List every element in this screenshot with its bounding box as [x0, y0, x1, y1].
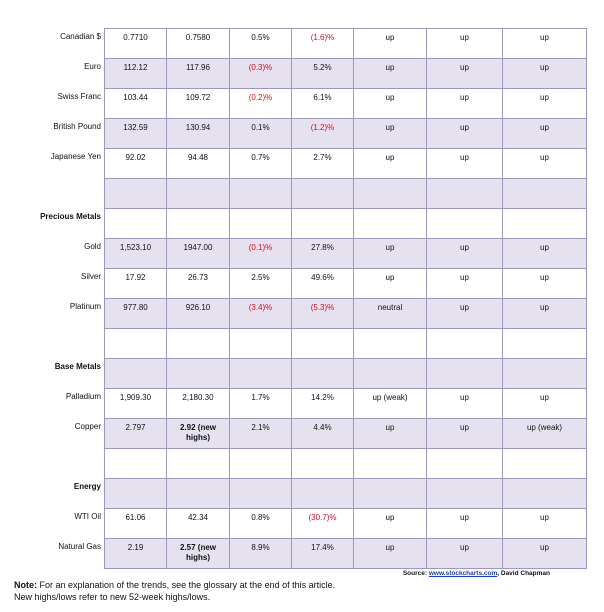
cell-value: 112.12 — [123, 63, 148, 72]
table-cell — [354, 539, 427, 569]
table-cell — [230, 89, 292, 119]
cell-value — [167, 179, 229, 183]
row-label: Gold — [84, 242, 101, 251]
cell-value: 2.797 — [125, 423, 146, 432]
table-cell — [167, 449, 230, 479]
table-cell — [167, 389, 230, 419]
table-cell — [167, 509, 230, 539]
table-cell — [292, 89, 354, 119]
row-label: WTI Oil — [74, 512, 101, 521]
footnote-line-1 — [14, 579, 335, 591]
cell-value: 94.48 — [187, 153, 209, 162]
cell-value: 1947.00 — [183, 243, 213, 252]
note-heading: Note: — [14, 580, 37, 590]
cell-value: up — [540, 123, 549, 132]
cell-value: 2.57 (new highs) — [179, 543, 216, 562]
cell-value — [503, 359, 586, 363]
table-cell — [105, 269, 167, 299]
cell-value — [105, 359, 166, 363]
table-cell — [503, 209, 587, 239]
table-cell — [105, 449, 167, 479]
table-cell — [427, 299, 503, 329]
cell-value: up — [385, 273, 395, 282]
cell-value: up — [540, 543, 549, 552]
cell-value: up — [385, 513, 395, 522]
cell-value: up — [540, 63, 549, 72]
cell-value: up — [385, 243, 395, 252]
cell-value: 4.4% — [313, 423, 332, 432]
table-cell — [105, 29, 167, 59]
table-cell — [230, 509, 292, 539]
table-cell — [167, 59, 230, 89]
cell-value — [167, 329, 229, 333]
cell-value — [292, 449, 353, 453]
cell-value: up — [460, 33, 469, 42]
cell-value — [354, 209, 426, 213]
table-cell — [503, 149, 587, 179]
table-cell — [167, 239, 230, 269]
cell-value: up — [385, 423, 395, 432]
cell-value — [230, 359, 291, 363]
table-cell — [230, 269, 292, 299]
table-cell — [503, 29, 587, 59]
source-prefix: Source: — [402, 570, 429, 577]
cell-value: up — [460, 123, 469, 132]
table-cell — [427, 179, 503, 209]
table-cell — [354, 359, 427, 389]
cell-value: 27.8% — [311, 243, 334, 252]
table-row — [105, 239, 587, 269]
table-cell — [105, 119, 167, 149]
table-cell — [167, 359, 230, 389]
table-cell — [427, 149, 503, 179]
table-cell — [427, 419, 503, 449]
cell-value — [427, 209, 502, 213]
cell-value — [503, 449, 586, 453]
cell-value: 1,523.10 — [119, 243, 152, 252]
table-cell — [427, 539, 503, 569]
table-cell — [354, 479, 427, 509]
table-cell — [354, 89, 427, 119]
cell-value: up — [540, 303, 549, 312]
cell-value — [230, 479, 291, 483]
cell-value — [292, 479, 353, 483]
cell-value: (3.4)% — [248, 303, 273, 312]
cell-value: 14.2% — [311, 393, 334, 402]
table-cell — [230, 299, 292, 329]
table-cell — [503, 449, 587, 479]
cell-value — [105, 479, 166, 483]
cell-value: 0.5% — [251, 33, 270, 42]
table-cell — [292, 119, 354, 149]
table-cell — [503, 389, 587, 419]
table-cell — [427, 89, 503, 119]
cell-value — [427, 179, 502, 183]
cell-value: 5.2% — [313, 63, 332, 72]
table-cell — [230, 359, 292, 389]
table-cell — [503, 539, 587, 569]
table-row — [105, 509, 587, 539]
table-cell — [167, 269, 230, 299]
cell-value — [105, 209, 166, 213]
cell-value — [230, 179, 291, 183]
table-cell — [354, 179, 427, 209]
cell-value — [427, 449, 502, 453]
table-row — [105, 29, 587, 59]
table-cell — [427, 29, 503, 59]
footnote-line-2: New highs/lows refer to new 52-week highs/lows. — [14, 592, 211, 602]
cell-value: up — [460, 303, 469, 312]
row-label: Euro — [84, 62, 101, 71]
table-cell — [354, 119, 427, 149]
table-cell — [230, 389, 292, 419]
table-cell — [230, 539, 292, 569]
table-cell — [292, 59, 354, 89]
table-cell — [230, 449, 292, 479]
cell-value: up — [385, 33, 395, 42]
table-cell — [292, 389, 354, 419]
cell-value: up — [460, 153, 469, 162]
cell-value: 8.9% — [251, 543, 270, 552]
table-cell — [230, 419, 292, 449]
cell-value — [427, 479, 502, 483]
cell-value — [503, 209, 586, 213]
row-label: Swiss Franc — [57, 92, 101, 101]
table-cell — [427, 59, 503, 89]
cell-value — [167, 209, 229, 213]
table-cell — [167, 419, 230, 449]
cell-value: up — [460, 93, 469, 102]
cell-value: up — [385, 93, 395, 102]
table-cell — [292, 209, 354, 239]
table-cell — [503, 89, 587, 119]
table-cell — [292, 269, 354, 299]
table-cell — [167, 179, 230, 209]
cell-value: up — [460, 273, 469, 282]
source-link[interactable]: www.stockcharts.com — [428, 570, 498, 577]
table-cell — [354, 239, 427, 269]
cell-value: up — [460, 243, 469, 252]
table-cell — [354, 329, 427, 359]
table-cell — [167, 539, 230, 569]
cell-value: 1,909.30 — [119, 393, 152, 402]
markets-table — [104, 28, 587, 569]
row-label: Canadian $ — [60, 32, 101, 41]
table-cell — [105, 389, 167, 419]
table-cell — [427, 389, 503, 419]
cell-value — [230, 209, 291, 213]
cell-value — [427, 359, 502, 363]
cell-value: 2.7% — [313, 153, 332, 162]
table-row — [105, 269, 587, 299]
table-cell — [230, 179, 292, 209]
cell-value: 130.94 — [185, 123, 211, 132]
cell-value: up — [540, 393, 549, 402]
cell-value — [427, 329, 502, 333]
cell-value: 0.8% — [251, 513, 270, 522]
table-cell — [427, 329, 503, 359]
table-row — [105, 209, 587, 239]
cell-value: (5.3)% — [310, 303, 335, 312]
table-cell — [427, 449, 503, 479]
cell-value — [167, 479, 229, 483]
table-cell — [167, 119, 230, 149]
cell-value: (30.7)% — [308, 513, 337, 522]
table-cell — [292, 509, 354, 539]
cell-value — [354, 449, 426, 453]
table-cell — [230, 239, 292, 269]
table-cell — [230, 479, 292, 509]
cell-value: up (weak) — [526, 423, 563, 432]
cell-value — [292, 209, 353, 213]
table-cell — [105, 149, 167, 179]
table-cell — [292, 329, 354, 359]
cell-value — [354, 359, 426, 363]
row-label: British Pound — [53, 122, 101, 131]
cell-value: up — [460, 393, 469, 402]
table-cell — [230, 59, 292, 89]
table-cell — [503, 59, 587, 89]
table-cell — [167, 299, 230, 329]
cell-value: 0.1% — [251, 123, 270, 132]
table-cell — [105, 209, 167, 239]
cell-value: 26.73 — [187, 273, 209, 282]
table-cell — [292, 299, 354, 329]
cell-value — [230, 449, 291, 453]
table-row — [105, 359, 587, 389]
cell-value: 117.96 — [186, 63, 210, 72]
table-cell — [230, 329, 292, 359]
table-row — [105, 479, 587, 509]
table-cell — [105, 479, 167, 509]
cell-value: 2.5% — [251, 273, 270, 282]
table-cell — [167, 149, 230, 179]
cell-value — [167, 449, 229, 453]
table-cell — [292, 449, 354, 479]
table-cell — [105, 179, 167, 209]
table-cell — [354, 29, 427, 59]
cell-value: 61.06 — [125, 513, 146, 522]
cell-value: 0.7% — [251, 153, 270, 162]
cell-value: up — [540, 93, 549, 102]
table-cell — [427, 239, 503, 269]
cell-value: up — [540, 273, 549, 282]
table-cell — [292, 539, 354, 569]
note-text-1: For an explanation of the trends, see the glossary at the end of this article. — [37, 580, 336, 590]
table-cell — [292, 479, 354, 509]
cell-value: 42.34 — [187, 513, 209, 522]
table-cell — [167, 479, 230, 509]
row-label: Natural Gas — [58, 542, 101, 551]
cell-value — [105, 329, 166, 333]
cell-value — [230, 329, 291, 333]
cell-value — [503, 479, 586, 483]
table-cell — [105, 509, 167, 539]
table-cell — [105, 89, 167, 119]
cell-value — [503, 179, 586, 183]
table-cell — [354, 449, 427, 479]
table-cell — [354, 299, 427, 329]
table-row — [105, 449, 587, 479]
row-label: Silver — [80, 272, 101, 281]
row-label: Japanese Yen — [50, 152, 101, 161]
table-cell — [427, 119, 503, 149]
table-cell — [292, 419, 354, 449]
cell-value: 0.7710 — [123, 33, 148, 42]
table-cell — [503, 179, 587, 209]
table-cell — [292, 149, 354, 179]
table-cell — [167, 209, 230, 239]
cell-value: 6.1% — [313, 93, 332, 102]
table-cell — [354, 149, 427, 179]
table-cell — [230, 29, 292, 59]
cell-value: up — [540, 33, 549, 42]
cell-value: up — [385, 123, 395, 132]
cell-value: 977.80 — [123, 303, 148, 312]
table-cell — [105, 59, 167, 89]
table-row — [105, 89, 587, 119]
table-cell — [105, 359, 167, 389]
row-label: Copper — [74, 422, 101, 431]
cell-value: 0.7580 — [185, 33, 211, 42]
cell-value: up — [460, 423, 469, 432]
cell-value: up — [385, 543, 395, 552]
source-suffix: , David Chapman — [497, 570, 550, 577]
cell-value: up — [460, 63, 469, 72]
cell-value — [354, 179, 426, 183]
table-cell — [354, 269, 427, 299]
table-row — [105, 329, 587, 359]
table-cell — [503, 479, 587, 509]
source-credit — [403, 570, 550, 577]
table-cell — [503, 359, 587, 389]
cell-value: up (weak) — [372, 393, 408, 402]
cell-value: (1.6)% — [310, 33, 335, 42]
cell-value: 2.19 — [127, 543, 144, 552]
table-cell — [292, 239, 354, 269]
table-cell — [503, 419, 587, 449]
cell-value — [292, 329, 353, 333]
table-row — [105, 539, 587, 569]
cell-value: 926.10 — [185, 303, 211, 312]
cell-value — [292, 179, 353, 183]
table-cell — [105, 419, 167, 449]
cell-value: (1.2)% — [310, 123, 335, 132]
table-cell — [292, 179, 354, 209]
table-cell — [167, 89, 230, 119]
cell-value — [503, 329, 586, 333]
table-cell — [503, 269, 587, 299]
table-cell — [427, 269, 503, 299]
row-label: Platinum — [69, 302, 101, 311]
table-cell — [503, 239, 587, 269]
table-cell — [503, 299, 587, 329]
table-row — [105, 389, 587, 419]
table-cell — [354, 419, 427, 449]
table-cell — [230, 149, 292, 179]
cell-value: (0.3)% — [248, 63, 273, 72]
section-heading: Energy — [73, 482, 101, 491]
cell-value: 109.72 — [185, 93, 211, 102]
cell-value — [105, 179, 166, 183]
table-cell — [503, 329, 587, 359]
cell-value: (0.1)% — [248, 243, 273, 252]
section-heading: Precious Metals — [40, 212, 101, 221]
table-cell — [105, 239, 167, 269]
table-row — [105, 59, 587, 89]
table-cell — [354, 389, 427, 419]
table-row — [105, 419, 587, 449]
cell-value: 17.4% — [311, 543, 334, 552]
cell-value — [292, 359, 353, 363]
row-label: Palladium — [65, 392, 101, 401]
footnote — [14, 579, 335, 603]
cell-value: 1.7% — [251, 393, 270, 402]
cell-value: (0.2)% — [248, 93, 273, 102]
cell-value: up — [460, 543, 469, 552]
cell-value: 17.92 — [125, 273, 146, 282]
cell-value: up — [540, 153, 549, 162]
cell-value — [167, 359, 229, 363]
cell-value: up — [540, 513, 549, 522]
table-row — [105, 119, 587, 149]
table-cell — [427, 509, 503, 539]
cell-value: 92.02 — [125, 153, 146, 162]
cell-value: up — [385, 153, 395, 162]
table-cell — [292, 359, 354, 389]
cell-value: 2.92 (new highs) — [179, 423, 216, 442]
table-cell — [292, 29, 354, 59]
table-cell — [230, 119, 292, 149]
table-cell — [354, 59, 427, 89]
cell-value — [105, 449, 166, 453]
table-cell — [105, 329, 167, 359]
cell-value: 49.6% — [311, 273, 334, 282]
table-row — [105, 179, 587, 209]
table-row — [105, 299, 587, 329]
table-row — [105, 149, 587, 179]
cell-value: up — [540, 243, 549, 252]
table-cell — [105, 539, 167, 569]
table-cell — [503, 509, 587, 539]
cell-value: 103.44 — [123, 93, 148, 102]
table-cell — [427, 479, 503, 509]
table-cell — [167, 329, 230, 359]
table-cell — [354, 509, 427, 539]
cell-value: neutral — [377, 303, 403, 312]
table-cell — [354, 209, 427, 239]
cell-value: up — [385, 63, 395, 72]
cell-value — [354, 479, 426, 483]
table-cell — [427, 359, 503, 389]
cell-value: up — [460, 513, 469, 522]
table-cell — [105, 299, 167, 329]
table-cell — [230, 209, 292, 239]
section-heading: Base Metals — [54, 362, 101, 371]
cell-value: 2.1% — [251, 423, 270, 432]
cell-value: 132.59 — [123, 123, 148, 132]
cell-value: 2,180.30 — [182, 393, 214, 402]
cell-value — [354, 329, 426, 333]
table-cell — [167, 29, 230, 59]
table-cell — [427, 209, 503, 239]
table-cell — [503, 119, 587, 149]
